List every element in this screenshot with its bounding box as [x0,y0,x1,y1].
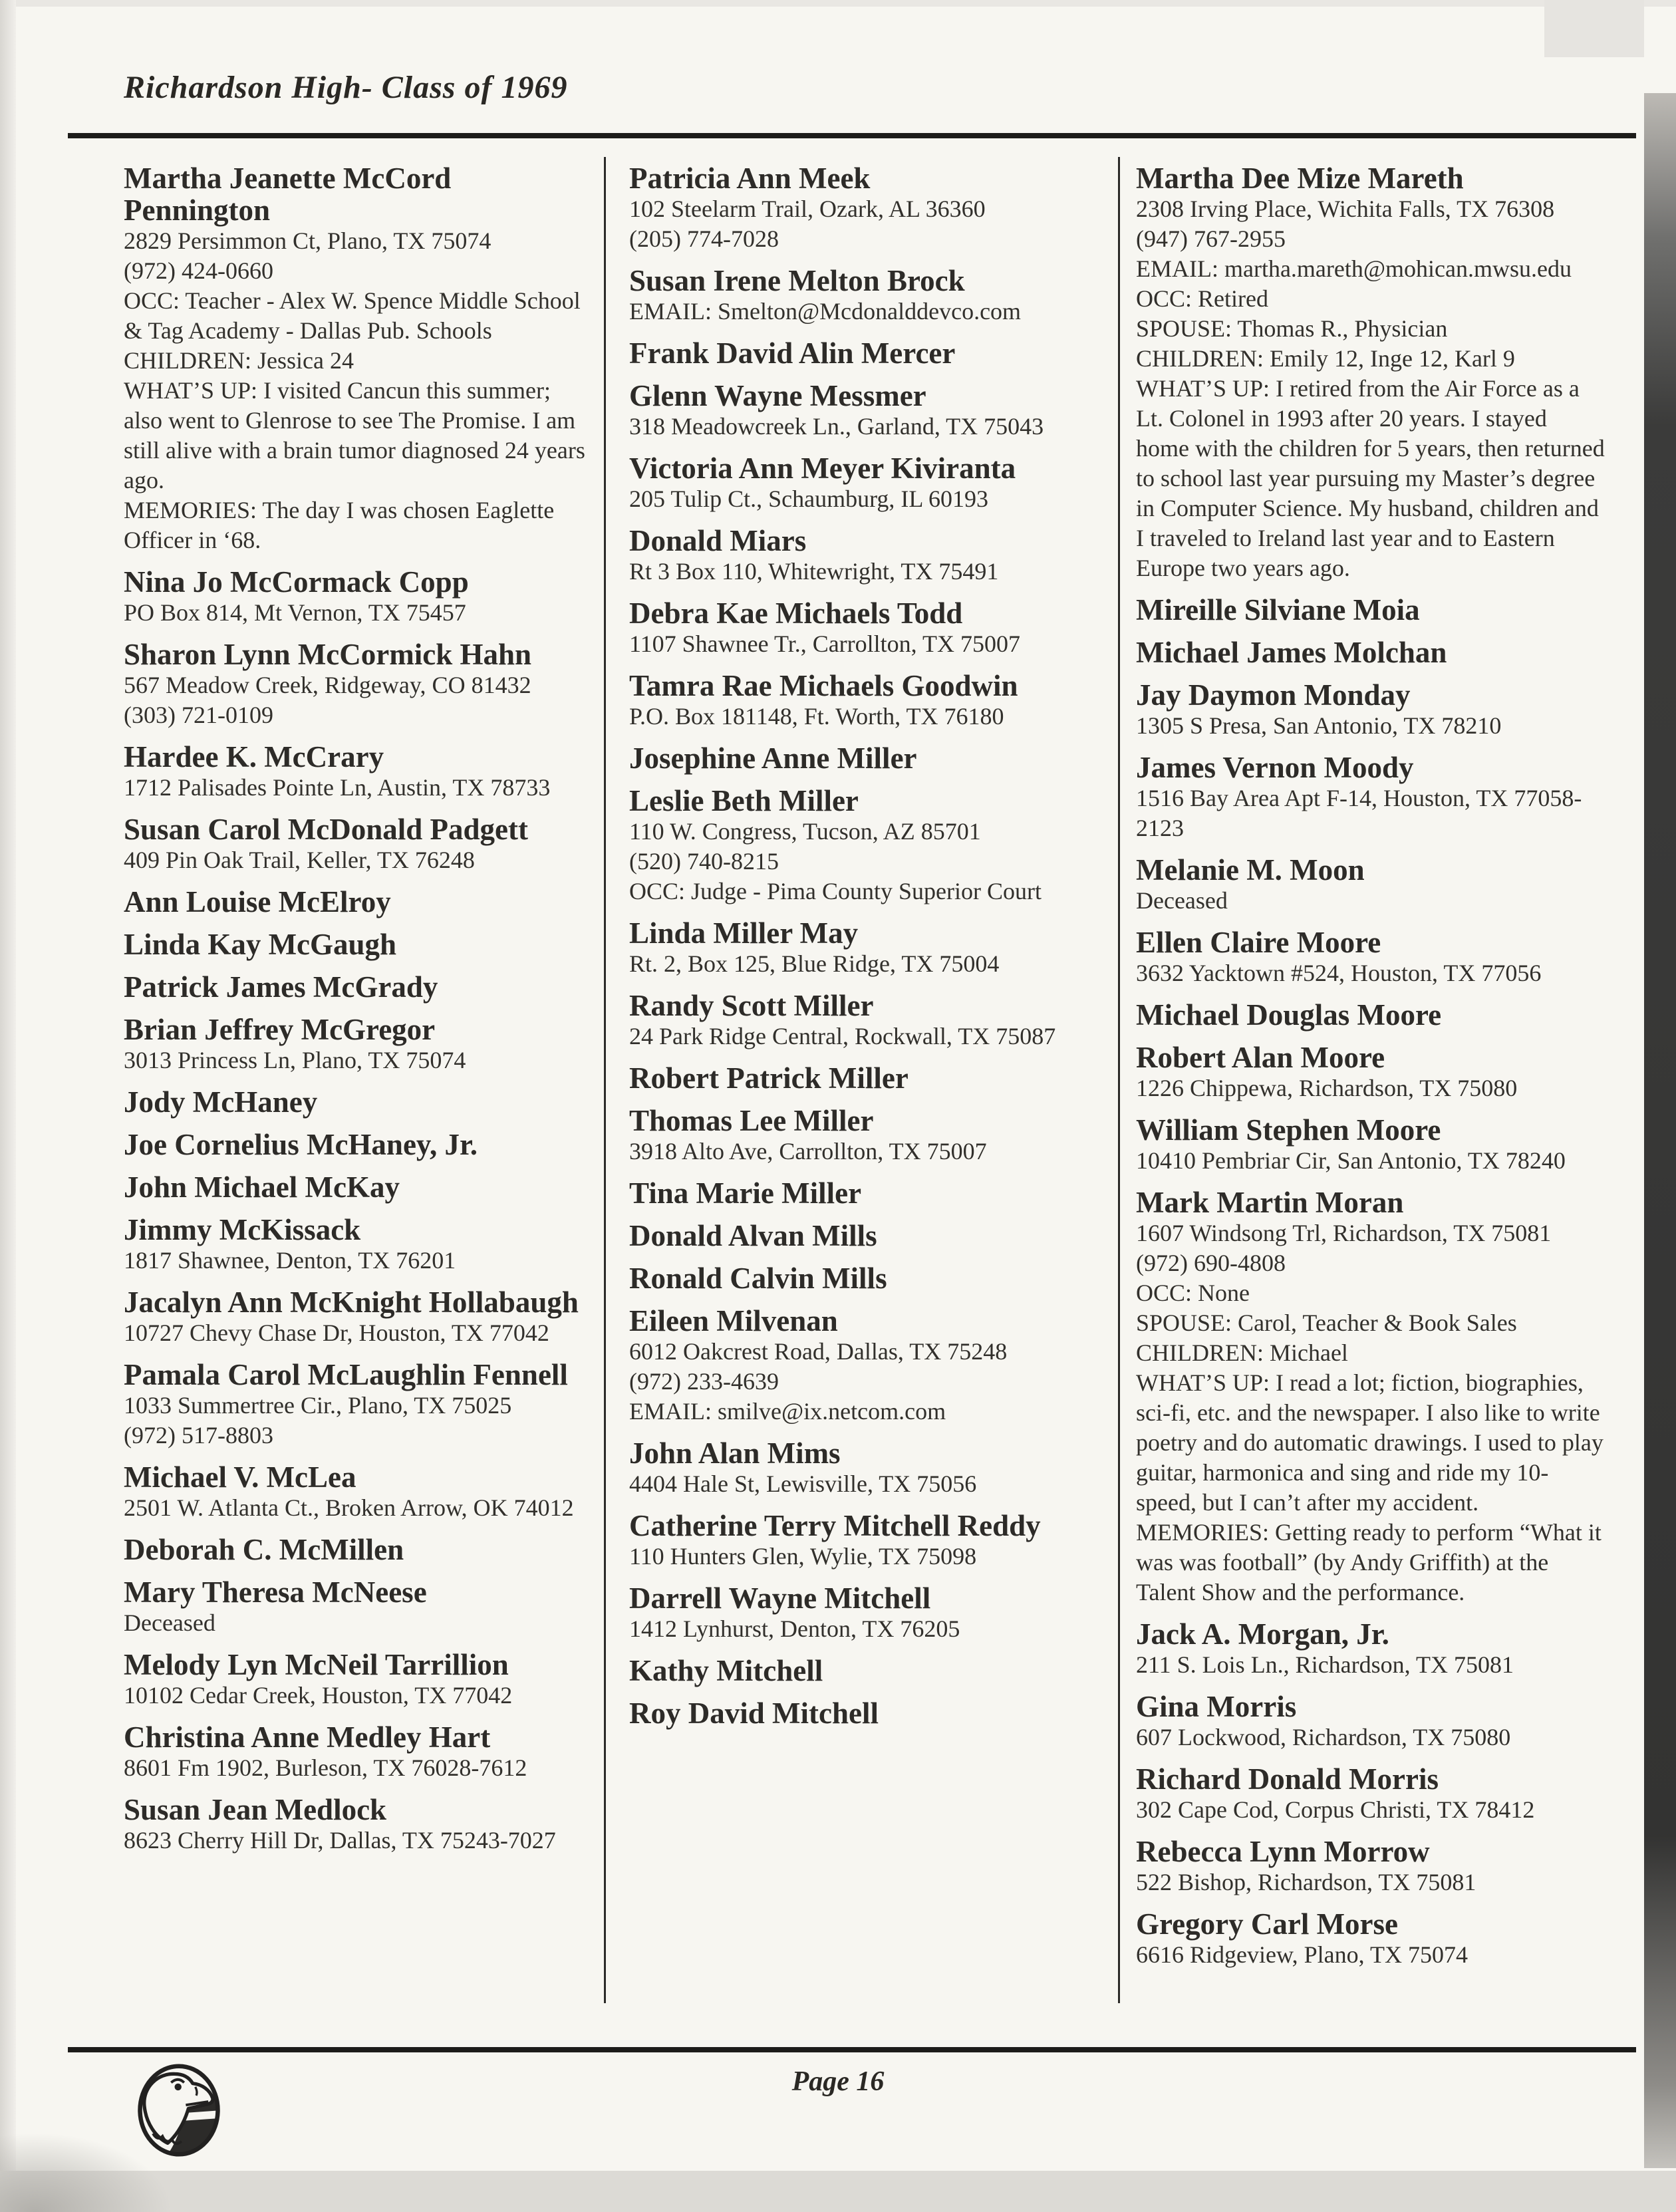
entry-detail-line: Deceased [124,1609,215,1636]
entry-detail-line: 1516 Bay Area Apt F-14, Houston, TX 77058-2123 [1136,785,1582,841]
alumni-name: Kathy Mitchell [629,1654,823,1687]
directory-entry [124,1534,593,1566]
scan-edge-top [0,0,1676,7]
footer-rule [68,2047,1636,2052]
entry-detail-line: 3632 Yacktown #524, Houston, TX 77056 [1136,960,1542,986]
alumni-name: Christina Anne Medley Hart [124,1721,491,1754]
entry-detail-line: OCC: None [1136,1280,1250,1306]
entry-detail-line: (972) 424-0660 [124,257,273,284]
alumni-name: Randy Scott Miller [629,989,874,1022]
alumni-name: Gregory Carl Morse [1136,1907,1399,1941]
directory-entry [629,990,1099,1051]
alumni-name: Victoria Ann Meyer Kiviranta [629,452,1016,485]
entry-detail-line: 10410 Pembriar Cir, San Antonio, TX 78240 [1136,1147,1566,1174]
directory-entry [124,1359,593,1451]
alumni-name: Patrick James McGrady [124,970,438,1004]
alumni-name: Jimmy McKissack [124,1213,361,1246]
entry-detail-line: PO Box 814, Mt Vernon, TX 75457 [124,599,466,626]
alumni-name: Roy David Mitchell [629,1697,879,1730]
directory-entry [124,928,593,960]
scan-edge-left [0,0,16,2212]
directory-entry [629,1262,1099,1294]
directory-entry [1136,1908,1606,1970]
alumni-name: Melody Lyn McNeil Tarrillion [124,1648,509,1681]
alumni-name: Deborah C. McMillen [124,1533,404,1566]
directory-entry [629,1510,1099,1572]
alumni-name: Mireille Silviane Moia [1136,593,1420,626]
directory-entry [1136,1836,1606,1897]
directory-entry [629,337,1099,369]
directory-entry [629,597,1099,659]
alumni-name: Michael James Molchan [1136,636,1447,669]
alumni-name: Debra Kae Michaels Todd [629,597,963,630]
directory-entry [629,1220,1099,1252]
entry-detail-line: WHAT’S UP: I retired from the Air Force as a Lt. Colonel in 1993 after 20 years. I stayed home with the children for 5 years, then returned to school last year pursuing my Master’s degree in Computer Science. My husband, children and I traveled to Ireland last year and to Eastern Europe two years ago. [1136,375,1605,581]
directory-entry [629,380,1099,442]
directory-entry [629,1655,1099,1687]
entry-detail-line: 3918 Alto Ave, Carrollton, TX 75007 [629,1138,987,1165]
alumni-name: John Alan Mims [629,1437,841,1470]
directory-column-1 [124,162,593,1866]
directory-entry [124,971,593,1003]
directory-entry [124,566,593,628]
entry-detail-line: CHILDREN: Jessica 24 [124,347,354,374]
directory-entry [1136,926,1606,988]
directory-entry [1136,162,1606,583]
entry-detail-line: (520) 740-8215 [629,848,779,875]
entry-detail-line: 205 Tulip Ct., Schaumburg, IL 60193 [629,485,989,512]
alumni-name: Mark Martin Moran [1136,1186,1404,1219]
entry-detail-line: 4404 Hale St, Lewisville, TX 75056 [629,1470,977,1497]
entry-detail-line: SPOUSE: Thomas R., Physician [1136,315,1448,342]
directory-entry [124,162,593,555]
directory-entry [629,1305,1099,1427]
directory-entry [124,638,593,730]
alumni-name: William Stephen Moore [1136,1113,1441,1147]
alumni-name: Patricia Ann Meek [629,162,871,195]
alumni-name: Gina Morris [1136,1690,1297,1723]
entry-detail-line: Deceased [1136,887,1228,914]
entry-detail-line: SPOUSE: Carol, Teacher & Book Sales [1136,1310,1517,1336]
directory-entry [629,670,1099,732]
directory-entry [1136,1691,1606,1752]
directory-entry [629,1177,1099,1209]
entry-detail-line: 1226 Chippewa, Richardson, TX 75080 [1136,1075,1518,1101]
alumni-name: Michael V. McLea [124,1460,356,1494]
alumni-name: Tina Marie Miller [629,1176,862,1210]
entry-detail-line: 2501 W. Atlanta Ct., Broken Arrow, OK 74012 [124,1494,574,1521]
alumni-name: Martha Dee Mize Mareth [1136,162,1464,195]
alumni-name: Joe Cornelius McHaney, Jr. [124,1128,478,1161]
alumni-name: Eileen Milvenan [629,1304,838,1337]
entry-detail-line: MEMORIES: Getting ready to perform “What it was was football” (by Andy Griffith) at the Talent Show and the performance. [1136,1519,1602,1605]
alumni-name: Donald Miars [629,524,807,557]
directory-entry [629,1062,1099,1094]
alumni-name: Jacalyn Ann McKnight Hollabaugh [124,1286,579,1319]
alumni-name: Melanie M. Moon [1136,853,1365,887]
alumni-name: Martha Jeanette McCord Pennington [124,162,452,227]
directory-entry [124,886,593,918]
directory-column-3 [1136,162,1606,1981]
directory-entry [124,1014,593,1075]
entry-detail-line: 10102 Cedar Creek, Houston, TX 77042 [124,1682,513,1709]
directory-entry [629,785,1099,906]
directory-entry [1136,1763,1606,1825]
entry-detail-line: OCC: Teacher - Alex W. Spence Middle School & Tag Academy - Dallas Pub. Schools [124,287,581,344]
alumni-name: Linda Kay McGaugh [124,928,397,961]
directory-entry [124,1214,593,1276]
directory-entry [629,265,1099,327]
directory-entry [124,1794,593,1856]
page-title: Richardson High- Class of 1969 [124,70,568,105]
entry-detail-line: 1033 Summertree Cir., Plano, TX 75025 [124,1392,512,1419]
entry-detail-line: OCC: Judge - Pima County Superior Court [629,878,1042,904]
entry-detail-line: 1712 Palisades Pointe Ln, Austin, TX 78733 [124,774,551,801]
alumni-name: Brian Jeffrey McGregor [124,1013,436,1046]
entry-detail-line: 110 Hunters Glen, Wylie, TX 75098 [629,1543,977,1570]
entry-detail-line: Rt 3 Box 110, Whitewright, TX 75491 [629,558,999,585]
entry-detail-line: 6616 Ridgeview, Plano, TX 75074 [1136,1941,1468,1968]
alumni-name: Frank David Alin Mercer [629,337,956,370]
entry-detail-line: 1607 Windsong Trl, Richardson, TX 75081 [1136,1220,1552,1246]
page-number: Page 16 [791,2066,885,2097]
entry-detail-line: CHILDREN: Michael [1136,1339,1348,1366]
directory-entry [629,525,1099,587]
entry-detail-line: 409 Pin Oak Trail, Keller, TX 76248 [124,847,475,873]
alumni-name: Ronald Calvin Mills [629,1262,887,1295]
directory-entry [1136,1114,1606,1176]
directory-entry [124,1286,593,1348]
entry-detail-line: (972) 690-4808 [1136,1250,1286,1276]
directory-entry [124,1461,593,1523]
scan-edge-bottom [0,2171,1676,2212]
entry-detail-line: EMAIL: martha.mareth@mohican.mwsu.edu [1136,255,1572,282]
alumni-name: Mary Theresa McNeese [124,1576,427,1609]
alumni-name: Robert Alan Moore [1136,1041,1385,1074]
entry-detail-line: CHILDREN: Emily 12, Inge 12, Karl 9 [1136,345,1515,372]
entry-detail-line: 1412 Lynhurst, Denton, TX 76205 [629,1615,960,1642]
directory-entry [1136,636,1606,668]
entry-detail-line: MEMORIES: The day I was chosen Eaglette Officer in ‘68. [124,497,555,553]
alumni-name: Josephine Anne Miller [629,742,917,775]
entry-detail-line: 522 Bishop, Richardson, TX 75081 [1136,1869,1476,1895]
alumni-name: James Vernon Moody [1136,751,1414,784]
alumni-name: Darrell Wayne Mitchell [629,1582,931,1615]
alumni-name: Michael Douglas Moore [1136,998,1442,1032]
directory-entry [1136,752,1606,843]
entry-detail-line: (972) 517-8803 [124,1422,273,1449]
directory-entry [124,1721,593,1783]
entry-detail-line: (972) 233-4639 [629,1368,779,1395]
directory-entry [629,1437,1099,1499]
alumni-name: Susan Jean Medlock [124,1793,387,1826]
directory-entry [1136,1041,1606,1103]
directory-entry [1136,854,1606,916]
entry-detail-line: 24 Park Ridge Central, Rockwall, TX 75087 [629,1023,1056,1049]
entry-detail-line: P.O. Box 181148, Ft. Worth, TX 76180 [629,703,1004,730]
alumni-name: Ellen Claire Moore [1136,926,1381,959]
alumni-name: Sharon Lynn McCormick Hahn [124,638,532,671]
directory-column-2 [629,162,1099,1740]
header-rule [68,133,1636,138]
entry-detail-line: 110 W. Congress, Tucson, AZ 85701 [629,818,981,845]
alumni-name: Leslie Beth Miller [629,784,859,817]
scan-edge-right [1644,93,1676,2168]
entry-detail-line: 607 Lockwood, Richardson, TX 75080 [1136,1724,1511,1750]
entry-detail-line: 1107 Shawnee Tr., Carrollton, TX 75007 [629,630,1021,657]
alumni-name: Jay Daymon Monday [1136,678,1411,712]
alumni-name: Rebecca Lynn Morrow [1136,1835,1430,1868]
entry-detail-line: (205) 774-7028 [629,225,779,252]
entry-detail-line: (947) 767-2955 [1136,225,1286,252]
entry-detail-line: 102 Steelarm Trail, Ozark, AL 36360 [629,196,986,222]
directory-entry [124,1129,593,1161]
alumni-name: Pamala Carol McLaughlin Fennell [124,1358,568,1391]
directory-entry [1136,999,1606,1031]
alumni-name: Catherine Terry Mitchell Reddy [629,1509,1041,1542]
directory-entry [1136,679,1606,741]
directory-entry [1136,1618,1606,1680]
alumni-name: Glenn Wayne Messmer [629,379,926,412]
entry-detail-line: OCC: Retired [1136,285,1268,312]
scan-corner-top-right [1544,0,1644,57]
directory-entry [629,742,1099,774]
entry-detail-line: 3013 Princess Ln, Plano, TX 75074 [124,1047,466,1073]
entry-detail-line: EMAIL: smilve@ix.netcom.com [629,1398,946,1425]
directory-entry [629,917,1099,979]
entry-detail-line: 10727 Chevy Chase Dr, Houston, TX 77042 [124,1319,549,1346]
directory-entry [629,1697,1099,1729]
directory-entry [629,1105,1099,1167]
alumni-name: Donald Alvan Mills [629,1219,877,1252]
directory-entry [124,1086,593,1118]
directory-entry [124,1576,593,1638]
entry-detail-line: 6012 Oakcrest Road, Dallas, TX 75248 [629,1338,1008,1365]
directory-entry [629,1582,1099,1644]
entry-detail-line: 302 Cape Cod, Corpus Christi, TX 78412 [1136,1796,1535,1823]
entry-detail-line: 8601 Fm 1902, Burleson, TX 76028-7612 [124,1754,527,1781]
directory-entry [124,813,593,875]
alumni-name: Susan Irene Melton Brock [629,264,965,297]
directory-entry [124,741,593,803]
entry-detail-line: EMAIL: Smelton@Mcdonalddevco.com [629,298,1022,325]
directory-entry [124,1649,593,1711]
directory-entry [629,452,1099,514]
alumni-name: Jody McHaney [124,1085,318,1119]
entry-detail-line: WHAT’S UP: I read a lot; fiction, biographies, sci-fi, etc. and the newspaper. I also like to write poetry and do automatic drawings. I used to play guitar, harmonica and sing and ride my 10-speed, but I can’t after my accident. [1136,1369,1604,1516]
entry-detail-line: 1817 Shawnee, Denton, TX 76201 [124,1247,456,1274]
alumni-name: Linda Miller May [629,916,859,950]
entry-detail-line: 211 S. Lois Ln., Richardson, TX 75081 [1136,1651,1514,1678]
entry-detail-line: 2829 Persimmon Ct, Plano, TX 75074 [124,227,491,254]
alumni-name: John Michael McKay [124,1171,400,1204]
column-divider-2 [1118,157,1120,2003]
entry-detail-line: (303) 721-0109 [124,702,273,728]
entry-detail-line: 318 Meadowcreek Ln., Garland, TX 75043 [629,413,1044,440]
alumni-name: Robert Patrick Miller [629,1061,908,1095]
alumni-name: Hardee K. McCrary [124,740,384,773]
alumni-name: Ann Louise McElroy [124,885,391,918]
alumni-name: Tamra Rae Michaels Goodwin [629,669,1018,702]
alumni-name: Susan Carol McDonald Padgett [124,813,528,846]
entry-detail-line: Rt. 2, Box 125, Blue Ridge, TX 75004 [629,950,1000,977]
entry-detail-line: 8623 Cherry Hill Dr, Dallas, TX 75243-7027 [124,1827,556,1854]
entry-detail-line: WHAT’S UP: I visited Cancun this summer; also went to Glenrose to see The Promise. I am still alive with a brain tumor diagnosed 24 years ago. [124,377,585,493]
directory-entry [629,162,1099,254]
directory-entry [124,1171,593,1203]
alumni-name: Richard Donald Morris [1136,1762,1439,1796]
entry-detail-line: 1305 S Presa, San Antonio, TX 78210 [1136,712,1502,739]
entry-detail-line: 567 Meadow Creek, Ridgeway, CO 81432 [124,672,531,698]
column-divider-1 [604,157,606,2003]
entry-detail-line: 2308 Irving Place, Wichita Falls, TX 76308 [1136,196,1555,222]
directory-entry [1136,594,1606,626]
alumni-name: Nina Jo McCormack Copp [124,565,469,599]
directory-entry [1136,1186,1606,1607]
alumni-name: Thomas Lee Miller [629,1104,874,1137]
alumni-name: Jack A. Morgan, Jr. [1136,1617,1389,1651]
